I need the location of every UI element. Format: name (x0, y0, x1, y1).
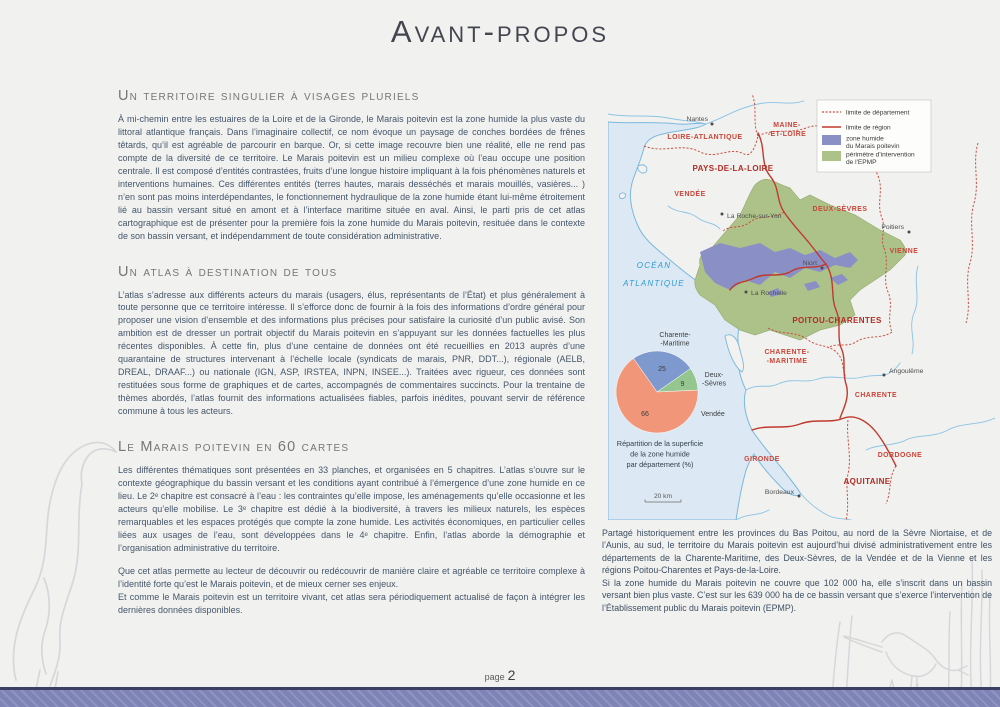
pie-label-vendee: Vendée (701, 411, 725, 418)
city-dot-niort (821, 267, 824, 270)
pie-label-charente-maritime: Charente- (659, 332, 691, 339)
label-aquitaine: AQUITAINE (843, 477, 891, 486)
scale-label: 20 km (654, 493, 672, 500)
label-poitou-charentes: POITOU-CHARENTES (792, 316, 882, 325)
ocean-label-line2: ATLANTIQUE (623, 279, 685, 288)
map-caption-paragraph: Si la zone humide du Marais poitevin ne couvre que 102 000 ha, elle s’inscrit dans un bassin versant bien plus vaste. C’est sur les 639 000 ha de ce bassin versant que s’exerce l’intervention de l’Établissement public du Marais poitevin (EPMP). (602, 577, 992, 613)
paragraph: Et comme le Marais poitevin est un territoire vivant, cet atlas sera périodiquement actualisé de façon à intégrer les dernières données disponibles. (118, 591, 585, 615)
label-deux-sevres: DEUX-SÈVRES (812, 206, 868, 213)
pie-label-deux-sevres: Deux- (704, 372, 724, 379)
pie-value-charente-maritime: 25 (658, 366, 666, 373)
label-loire-atlantique: LOIRE-ATLANTIQUE (667, 134, 743, 141)
section-heading: Le Marais poitevin en 60 cartes (118, 439, 350, 456)
label-vienne: VIENNE (889, 248, 919, 255)
label-gironde: GIRONDE (744, 456, 780, 463)
label-dordogne: DORDOGNE (877, 452, 923, 459)
city-label: Poitiers (881, 224, 904, 231)
map-legend (817, 100, 931, 172)
map-caption (602, 527, 992, 614)
map-caption-paragraph: Partagé historiquement entre les provinces du Bas Poitou, au nord de la Sèvre Niortaise, et de l’Aunis, au sud, le territoire du Marais poitevin est aujourd’hui divisé administrativement entre les départements de la Charente-Maritime, des Deux-Sèvres, de la Vendée et de la Vienne et les régions Poitou-Charentes et Pays-de-la-Loire. (602, 528, 992, 576)
page-title: Avant-propos (390, 14, 610, 49)
legend-item-label: limite de département (846, 109, 910, 117)
pie-label-charente-maritime: -Maritime (660, 340, 690, 348)
map-svg (608, 88, 995, 520)
section-territoire (118, 88, 585, 243)
label-maine-et-loire: MAINE- (773, 122, 801, 129)
paragraph: L’atlas s’adresse aux différents acteurs du marais (usagers, élus, représentants de l’État) et plus généralement à toute personne que ce territoire intéresse. Il s’efforce donc de fournir à la fois des informations d’ordre général pour proposer une vision d’ensemble et des informations plus précises pour satisfaire la curiosité d’un public avisé. Son ambition est de dresser un portrait objectif du Marais poitevin en s’appuyant sur les données factuelles les plus récentes disponibles. À cette fin, plus d’une centaine de données ont été recueillies en 2013 auprès d’une quarantaine de structures intervenant à l’échelle locale (syndicats de marais, PNR, DDT...), régionale (AELB, DREAL, DRAAF...) ou nationale (IGN, ASP, IRSTEA, INPN, INSEE...). Traitées avec rigueur, ces données sont restituées sous forme de graphiques et de cartes, accompagnés de commentaires succincts. Pour la trentaine de thèmes abordés, l’atlas fournit des informations actualisées fiables, parfois inédites, pouvant servir de référence commune à tous les acteurs. (118, 289, 585, 417)
footer-label: page (484, 672, 505, 682)
section-60-cartes (118, 439, 585, 616)
paragraph: Les différentes thématiques sont présentées en 33 planches, et organisées en 5 chapitres. L’atlas s’ouvre sur le contexte géographique du bassin versant et les conditions ayant contribué à l’émergence d’une zone humide en ce lieu. Le 2ᵉ chapitre est consacré à l’eau : les contraintes qu’elle impose, les aménagements qu’elle occasionne et les acteurs qu’elle mobilise. Le 3ᵉ chapitre est dédié à la biodiversité, à travers les milieux naturels, les espèces remarquables et les espaces protégés que compte la zone humide. Les activités économiques, en particulier celles liées aux usages de l’eau, sont développées dans le 4ᵉ chapitre. Enfin, l’atlas aborde la démographie et l’organisation administrative du territoire. (118, 465, 585, 553)
pie-value-vendee: 66 (641, 411, 649, 418)
paragraph: À mi-chemin entre les estuaires de la Loire et de la Gironde, le Marais poitevin est la zone humide la plus vaste du littoral atlantique français. Dans l’imaginaire collectif, ce nom évoque un paysage de conches bordées de frênes têtards, qu’il est agréable de parcourir en barque. Or, si cette image recouvre bien une réalité, elle ne rend pas compte de la diversité de ce territoire. Le Marais poitevin est un milieu complexe où l’eau occupe une position centrale. Il est composé d’entités contrastées, fruits d’une longue histoire impliquant à la fois phénomènes naturels et interventions humaines. Ces différentes entités (terres hautes, marais desséchés et marais mouillés, vasières... ) n’en sont pas moins interdépendantes, le fonctionnement hydraulique de la zone humide étant lui-même étroitement lié au bassin versant situé en amont et à l’interface maritime située en aval. Ainsi, le parti pris de cet atlas cartographique est de présenter pour la première fois la zone humide du Marais poitevin, resituée dans le contexte de son bassin versant, et indépendamment de toute considération administrative. (118, 114, 585, 241)
marais-poitevin-map (608, 88, 995, 520)
paragraph: Que cet atlas permette au lecteur de découvrir ou redécouvrir de manière claire et agréable ce territoire complexe à l’identité forte qu’est le Marais poitevin, et de mieux cerner ses enjeux. (118, 565, 585, 589)
city-label: Bordeaux (764, 489, 794, 496)
heron-illustration (0, 418, 120, 690)
ocean-label-line1: OCÉAN (636, 261, 672, 270)
text-column (118, 88, 585, 638)
pie-caption-line: Répartition de la superficie (616, 439, 704, 448)
legend-zone-humide-swatch (822, 135, 841, 145)
section-atlas-destination (118, 264, 585, 419)
legend-item-label: de l'EPMP (846, 159, 877, 166)
label-charente: CHARENTE (854, 392, 898, 399)
page-footer (0, 667, 1000, 683)
pie-caption-line: de la zone humide (630, 449, 690, 459)
city-label: Nantes (686, 116, 708, 123)
label-charente-maritime: -MARITIME (766, 358, 808, 365)
label-vendee: VENDÉE (674, 191, 706, 198)
pie-caption-line: par département (%) (626, 460, 694, 469)
city-label: Niort (802, 260, 817, 267)
label-maine-et-loire: -ET-LOIRE (767, 131, 807, 138)
legend-epmp-swatch (822, 151, 841, 161)
city-dot-angouleme (883, 374, 886, 377)
city-label: La Rochelle (751, 290, 787, 297)
city-dot-nantes (711, 123, 714, 126)
legend-item-label: zone humide (846, 135, 884, 143)
section-heading: Un territoire singulier à visages pluriels (118, 88, 420, 104)
section-heading: Un atlas à destination de tous (118, 263, 338, 280)
pie-label-deux-sevres: -Sèvres (701, 380, 727, 388)
city-dot-poitiers (908, 231, 911, 234)
page-number: 2 (507, 667, 516, 683)
legend-item-label: du Marais poitevin (846, 143, 900, 150)
city-label: La Roche-sur-Yon (727, 213, 782, 220)
label-pays-de-la-loire: PAYS-DE-LA-LOIRE (692, 164, 774, 173)
city-dot-la-rochelle (745, 291, 748, 294)
city-dot-bordeaux (798, 495, 801, 498)
legend-item-label: limite de région (846, 124, 891, 132)
city-label: Angoulême (889, 368, 924, 375)
pie-value-deux-sevres: 9 (680, 381, 685, 388)
footer-band (0, 687, 1000, 707)
legend-item-label: périmètre d'intervention (846, 151, 915, 159)
city-dot-la-roche-sur-yon (721, 213, 724, 216)
label-charente-maritime: CHARENTE- (764, 349, 810, 356)
